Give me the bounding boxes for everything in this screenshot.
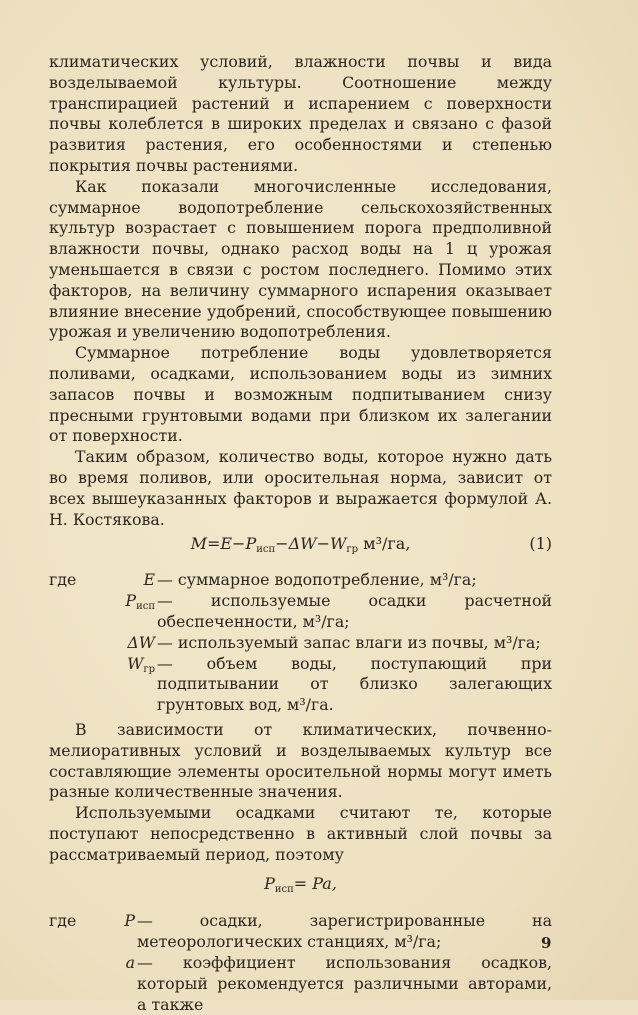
definition-text: — объем воды, поступающий при подпитывании от близко залегающих грунтовых вод, м³/га.: [157, 653, 552, 715]
definition-row: [49, 591, 552, 633]
definitions-list: [49, 570, 552, 716]
formula2-lhs-sub: исп: [274, 884, 294, 896]
formula-precipitation: [49, 873, 552, 901]
paragraph-6: Используемыми осадками считают те, которые поступают непосредственно в активный слой почвы за рассматриваемый период, поэтому: [49, 803, 552, 864]
definition-row: [49, 654, 552, 716]
formula-unit: м³/га,: [363, 534, 411, 554]
definition-text: — используемые осадки расчетной обеспеченности, м³/га;: [157, 591, 552, 631]
definition-row: [49, 570, 552, 591]
definition-symbol: a: [125, 953, 135, 973]
paragraph-3: Суммарное потребление воды удовлетворяется поливами, осадками, использованием воды из зимних запасов почвы и возможным подпитыванием снизу пресными грунтовыми водами при близком их залегании от поверхности.: [49, 343, 552, 446]
definition-text: — осадки, зарегистрированные на метеорологических станциях, м³/га;: [137, 911, 552, 952]
definition-text: — коэффициент использования осадков, который рекомендуется различными авторами, а также: [137, 953, 552, 1014]
definition-sub: исп: [136, 601, 155, 613]
formula-expr: M=E−P: [190, 534, 257, 554]
page-number: 9: [541, 934, 552, 952]
definition-row: [49, 633, 552, 654]
paragraph-1: климатических условий, влажности почвы и вида возделываемой культуры. Соотношение между транспирацией растений и испарением с поверхности почвы колеблется в широких пределах и связано с фазой развития растения, его особенностями и степенью покрытия почвы растениями.: [49, 52, 552, 175]
formula2-rhs: = Pa,: [293, 874, 337, 894]
definition-symbol: P: [124, 911, 135, 931]
definition-symbol: P: [125, 591, 137, 611]
formula2-lhs: P: [264, 874, 275, 894]
definition-text: — суммарное водопотребление, м³/га;: [157, 570, 477, 590]
definitions-list-2: [49, 911, 552, 1015]
definition-text: — используемый запас влаги из почвы, м³/га;: [157, 632, 541, 652]
where-label: где: [49, 570, 77, 590]
formula-expr-mid: −ΔW−W: [275, 534, 347, 554]
formula-kostyakov: [49, 532, 552, 562]
definition-symbol: ΔW: [127, 632, 155, 652]
paragraph-2: Как показали многочисленные исследования, суммарное водопотребление сельскохозяйственных культур возрастает с повышением порога предполивной влажности почвы, однако расход воды на 1 ц урожая уменьшается в связи с ростом последнего. Помимо этих факторов, на величину суммарного испарения оказывает влияние внесение удобрений, способствующее повышению урожая и увеличению водопотребления.: [49, 176, 552, 342]
definition-symbol: E: [143, 570, 155, 590]
formula-number: (1): [529, 534, 552, 554]
formula-sub-isp: исп: [256, 544, 276, 556]
definition-sub: гр: [143, 663, 155, 675]
paragraph-5: В зависимости от климатических, почвенно-мелиоративных условий и возделываемых культур все составляющие элементы оросительной нормы могут иметь разные количественные значения.: [49, 719, 552, 802]
where-label: где: [49, 911, 77, 931]
definition-row: [49, 911, 552, 953]
formula-sub-gr: гр: [346, 544, 359, 556]
paragraph-4: Таким образом, количество воды, которое нужно дать во время поливов, или оросительная норма, зависит от всех вышеуказанных факторов и выражается формулой А. Н. Костякова.: [49, 447, 552, 529]
definition-symbol: W: [127, 653, 144, 673]
definition-row: [49, 953, 552, 1015]
